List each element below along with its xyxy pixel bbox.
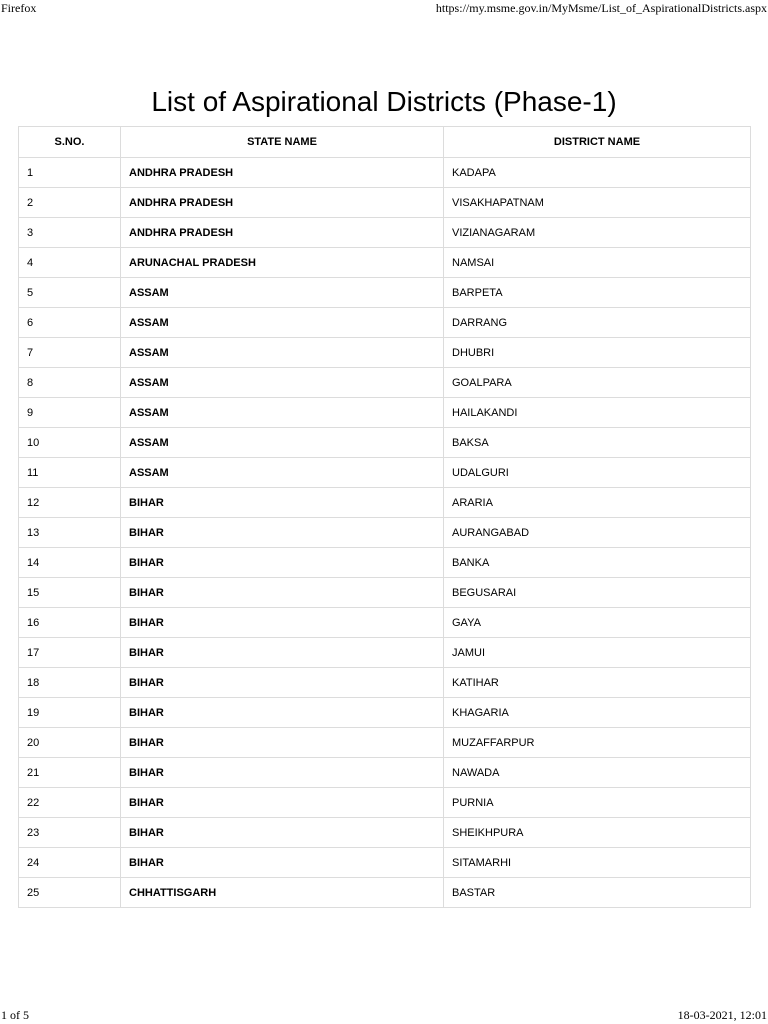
cell-sno: 11 — [19, 458, 121, 488]
cell-district-name: JAMUI — [444, 638, 751, 668]
cell-district-name: BEGUSARAI — [444, 578, 751, 608]
cell-sno: 13 — [19, 518, 121, 548]
cell-district-name: MUZAFFARPUR — [444, 728, 751, 758]
cell-district-name: KADAPA — [444, 158, 751, 188]
header-sno: S.NO. — [19, 127, 121, 158]
cell-sno: 18 — [19, 668, 121, 698]
districts-table — [18, 126, 751, 908]
table-row — [19, 698, 751, 728]
cell-state-name: BIHAR — [121, 788, 444, 818]
cell-state-name: BIHAR — [121, 488, 444, 518]
cell-sno: 17 — [19, 638, 121, 668]
cell-sno: 25 — [19, 878, 121, 908]
cell-state-name: BIHAR — [121, 518, 444, 548]
cell-district-name: SITAMARHI — [444, 848, 751, 878]
table-row — [19, 368, 751, 398]
table-row — [19, 848, 751, 878]
header-district-name: DISTRICT NAME — [444, 127, 751, 158]
cell-district-name: UDALGURI — [444, 458, 751, 488]
table-row — [19, 728, 751, 758]
table-row — [19, 338, 751, 368]
cell-district-name: DARRANG — [444, 308, 751, 338]
table-row — [19, 488, 751, 518]
cell-state-name: ASSAM — [121, 308, 444, 338]
cell-state-name: BIHAR — [121, 548, 444, 578]
cell-district-name: BASTAR — [444, 878, 751, 908]
table-row — [19, 548, 751, 578]
table-row — [19, 758, 751, 788]
cell-state-name: ANDHRA PRADESH — [121, 218, 444, 248]
table-row — [19, 518, 751, 548]
table-row — [19, 668, 751, 698]
table-row — [19, 158, 751, 188]
cell-state-name: BIHAR — [121, 578, 444, 608]
cell-district-name: BANKA — [444, 548, 751, 578]
cell-district-name: GAYA — [444, 608, 751, 638]
cell-state-name: ASSAM — [121, 278, 444, 308]
cell-sno: 1 — [19, 158, 121, 188]
table-row — [19, 398, 751, 428]
table-row — [19, 638, 751, 668]
table-row — [19, 188, 751, 218]
cell-district-name: KATIHAR — [444, 668, 751, 698]
cell-district-name: DHUBRI — [444, 338, 751, 368]
cell-district-name: HAILAKANDI — [444, 398, 751, 428]
cell-state-name: BIHAR — [121, 728, 444, 758]
table-row — [19, 878, 751, 908]
cell-sno: 5 — [19, 278, 121, 308]
table-row — [19, 458, 751, 488]
table-row — [19, 608, 751, 638]
cell-sno: 24 — [19, 848, 121, 878]
cell-sno: 2 — [19, 188, 121, 218]
print-header — [0, 0, 768, 18]
table-row — [19, 578, 751, 608]
cell-district-name: KHAGARIA — [444, 698, 751, 728]
table-row — [19, 278, 751, 308]
cell-district-name: VISAKHAPATNAM — [444, 188, 751, 218]
page-number: 1 of 5 — [1, 1008, 29, 1022]
cell-sno: 22 — [19, 788, 121, 818]
cell-state-name: ASSAM — [121, 338, 444, 368]
header-row — [19, 127, 751, 158]
cell-district-name: GOALPARA — [444, 368, 751, 398]
cell-state-name: BIHAR — [121, 638, 444, 668]
cell-district-name: ARARIA — [444, 488, 751, 518]
cell-sno: 21 — [19, 758, 121, 788]
cell-sno: 16 — [19, 608, 121, 638]
cell-district-name: NAMSAI — [444, 248, 751, 278]
cell-sno: 23 — [19, 818, 121, 848]
cell-state-name: BIHAR — [121, 758, 444, 788]
cell-state-name: ANDHRA PRADESH — [121, 158, 444, 188]
cell-state-name: ASSAM — [121, 398, 444, 428]
cell-sno: 7 — [19, 338, 121, 368]
table-row — [19, 428, 751, 458]
cell-sno: 9 — [19, 398, 121, 428]
cell-state-name: ARUNACHAL PRADESH — [121, 248, 444, 278]
cell-sno: 14 — [19, 548, 121, 578]
cell-sno: 4 — [19, 248, 121, 278]
cell-state-name: BIHAR — [121, 848, 444, 878]
print-timestamp: 18-03-2021, 12:01 — [677, 1008, 767, 1022]
table-row — [19, 818, 751, 848]
cell-district-name: NAWADA — [444, 758, 751, 788]
cell-sno: 19 — [19, 698, 121, 728]
cell-district-name: AURANGABAD — [444, 518, 751, 548]
cell-sno: 15 — [19, 578, 121, 608]
cell-state-name: ASSAM — [121, 428, 444, 458]
cell-sno: 20 — [19, 728, 121, 758]
table-row — [19, 308, 751, 338]
print-footer — [0, 1006, 768, 1024]
page-title: List of Aspirational Districts (Phase-1) — [151, 86, 617, 117]
cell-state-name: BIHAR — [121, 698, 444, 728]
cell-state-name: ANDHRA PRADESH — [121, 188, 444, 218]
cell-sno: 12 — [19, 488, 121, 518]
table-body — [19, 158, 751, 908]
table-row — [19, 788, 751, 818]
page-url: https://my.msme.gov.in/MyMsme/List_of_AspirationalDistricts.aspx — [435, 1, 767, 15]
cell-district-name: BAKSA — [444, 428, 751, 458]
cell-sno: 6 — [19, 308, 121, 338]
header-state-name: STATE NAME — [121, 127, 444, 158]
browser-name: Firefox — [1, 1, 37, 15]
cell-district-name: VIZIANAGARAM — [444, 218, 751, 248]
cell-state-name: ASSAM — [121, 368, 444, 398]
cell-sno: 8 — [19, 368, 121, 398]
table-header — [19, 127, 751, 158]
cell-sno: 3 — [19, 218, 121, 248]
cell-state-name: BIHAR — [121, 818, 444, 848]
cell-district-name: SHEIKHPURA — [444, 818, 751, 848]
cell-district-name: BARPETA — [444, 278, 751, 308]
cell-state-name: BIHAR — [121, 668, 444, 698]
cell-state-name: CHHATTISGARH — [121, 878, 444, 908]
table-row — [19, 248, 751, 278]
cell-state-name: ASSAM — [121, 458, 444, 488]
table-row — [19, 218, 751, 248]
cell-district-name: PURNIA — [444, 788, 751, 818]
cell-sno: 10 — [19, 428, 121, 458]
cell-state-name: BIHAR — [121, 608, 444, 638]
